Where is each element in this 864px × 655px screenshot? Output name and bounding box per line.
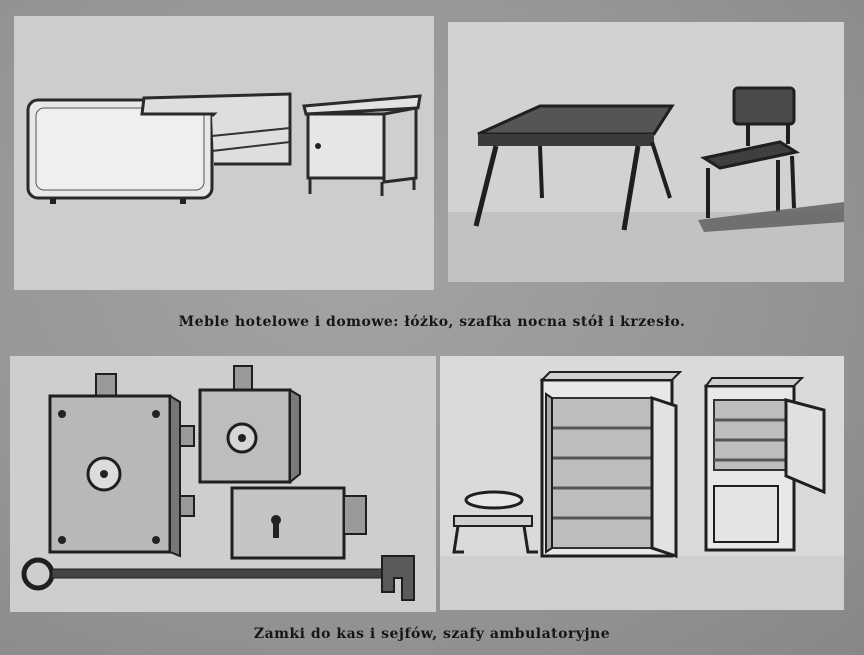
large-lock-drawing [50, 374, 194, 556]
caption-furniture: Meble hotelowe i domowe: łóżko, szafka nocna stół i krzesło. [178, 314, 686, 330]
bed-nightstand-illustration [14, 16, 434, 290]
medical-cabinets-illustration [440, 356, 844, 610]
large-cabinet-drawing [542, 372, 680, 556]
safe-locks-illustration [10, 356, 436, 612]
photo-table-chair [448, 22, 844, 282]
caption-locks-cabinets: Zamki do kas i sejfów, szafy ambulatoryjne [253, 626, 611, 642]
table-chair-illustration [448, 22, 844, 282]
photo-bed-nightstand [14, 16, 434, 290]
photo-medical-cabinets [440, 356, 844, 610]
photo-safe-locks [10, 356, 436, 612]
